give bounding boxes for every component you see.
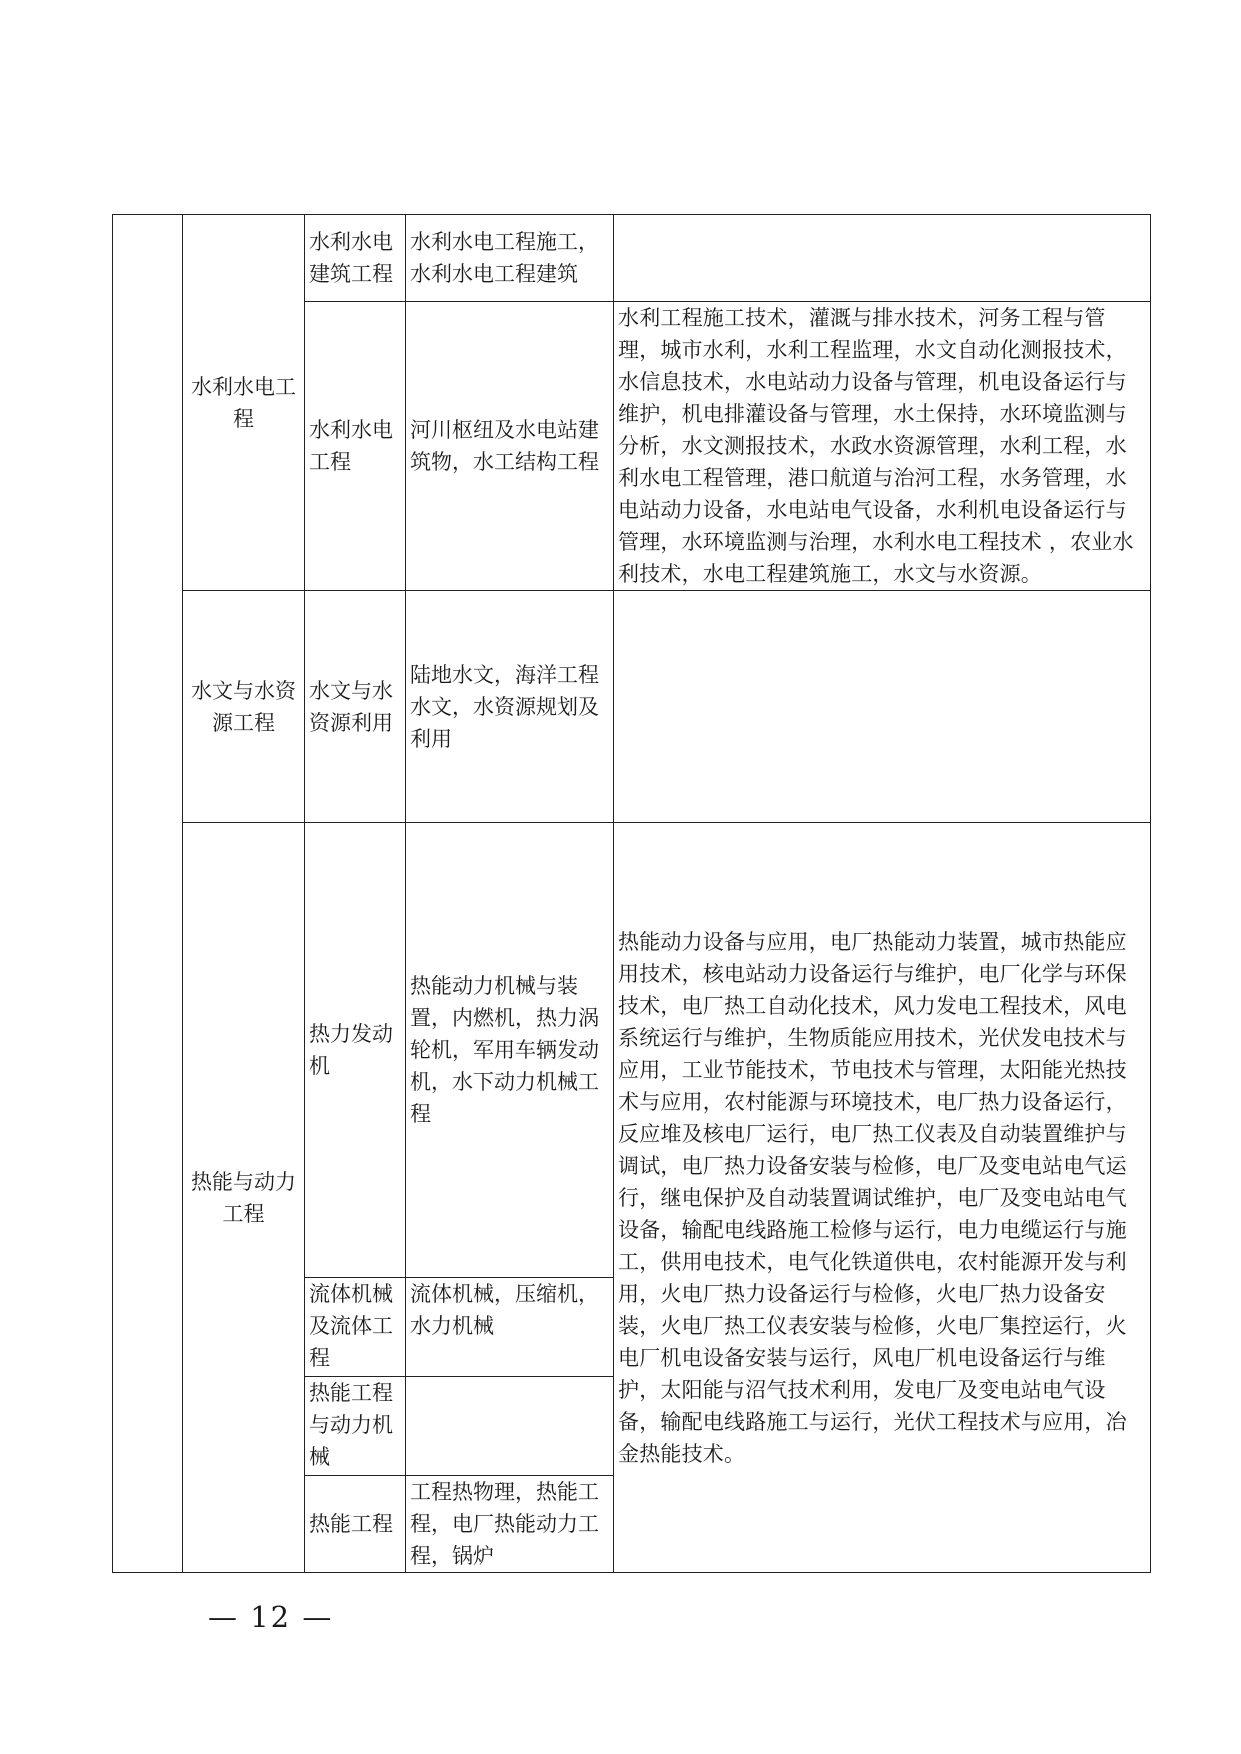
vocational-cell <box>614 215 1151 302</box>
category-cell: 水文与水资源工程 <box>183 591 305 823</box>
major-catalog-table-wrapper <box>112 214 1150 1573</box>
subject-cell: 热能工程 <box>305 1476 406 1573</box>
table-row <box>113 215 1151 302</box>
subject-cell: 热力发动机 <box>305 823 406 1278</box>
subject-cell: 流体机械及流体工程 <box>305 1278 406 1377</box>
direction-cell: 陆地水文，海洋工程水文，水资源规划及利用 <box>406 591 614 823</box>
direction-cell: 流体机械，压缩机，水力机械 <box>406 1278 614 1377</box>
direction-cell: 水利水电工程施工，水利水电工程建筑 <box>406 215 614 302</box>
direction-cell: 工程热物理，热能工程，电厂热能动力工程，锅炉 <box>406 1476 614 1573</box>
direction-cell: 热能动力机械与装置，内燃机，热力涡轮机，军用车辆发动机，水下动力机械工程 <box>406 823 614 1278</box>
vocational-cell: 水利工程施工技术，灌溉与排水技术，河务工程与管理，城市水利，水利工程监理，水文自动化测报技术，水信息技术，水电站动力设备与管理，机电设备运行与维护，机电排灌设备与管理，水土保持，水环境监测与分析，水文测报技术，水政水资源管理，水利工程，水利水电工程管理，港口航道与治河工程，水务管理，水电站动力设备，水电站电气设备，水利机电设备运行与管理，水环境监测与治理，水利水电工程技术 ，农业水利技术，水电工程建筑施工，水文与水资源。 <box>614 302 1151 591</box>
major-catalog-table <box>112 214 1151 1573</box>
vocational-cell: 热能动力设备与应用，电厂热能动力装置，城市热能应用技术，核电站动力设备运行与维护，电厂化学与环保技术，电厂热工自动化技术，风力发电工程技术，风电系统运行与维护，生物质能应用技术，光伏发电技术与应用，工业节能技术，节电技术与管理，太阳能光热技术与应用，农村能源与环境技术，电厂热力设备运行，反应堆及核电厂运行，电厂热工仪表及自动装置维护与调试，电厂热力设备安装与检修，电厂及变电站电气运行，继电保护及自动装置调试维护，电厂及变电站电气设备，输配电线路施工检修与运行，电力电缆运行与施工，供用电技术，电气化铁道供电，农村能源开发与利用，火电厂热力设备运行与检修，火电厂热力设备安装，火电厂热工仪表安装与检修，火电厂集控运行，火电厂机电设备安装与运行，风电厂机电设备运行与维护，太阳能与沼气技术利用，发电厂及变电站电气设备，输配电线路施工与运行，光伏工程技术与应用，冶金热能技术。 <box>614 823 1151 1573</box>
subject-cell: 水文与水资源利用 <box>305 591 406 823</box>
subject-cell: 水利水电工程 <box>305 302 406 591</box>
table-row <box>113 823 1151 1278</box>
subject-cell: 水利水电建筑工程 <box>305 215 406 302</box>
category-cell: 水利水电工程 <box>183 215 305 591</box>
direction-cell <box>406 1377 614 1476</box>
page-number: — 12 — <box>208 1600 334 1634</box>
direction-cell: 河川枢纽及水电站建筑物，水工结构工程 <box>406 302 614 591</box>
vocational-cell <box>614 591 1151 823</box>
blank-first-column-cell <box>113 215 183 1573</box>
category-cell: 热能与动力工程 <box>183 823 305 1573</box>
table-row <box>113 591 1151 823</box>
subject-cell: 热能工程与动力机械 <box>305 1377 406 1476</box>
